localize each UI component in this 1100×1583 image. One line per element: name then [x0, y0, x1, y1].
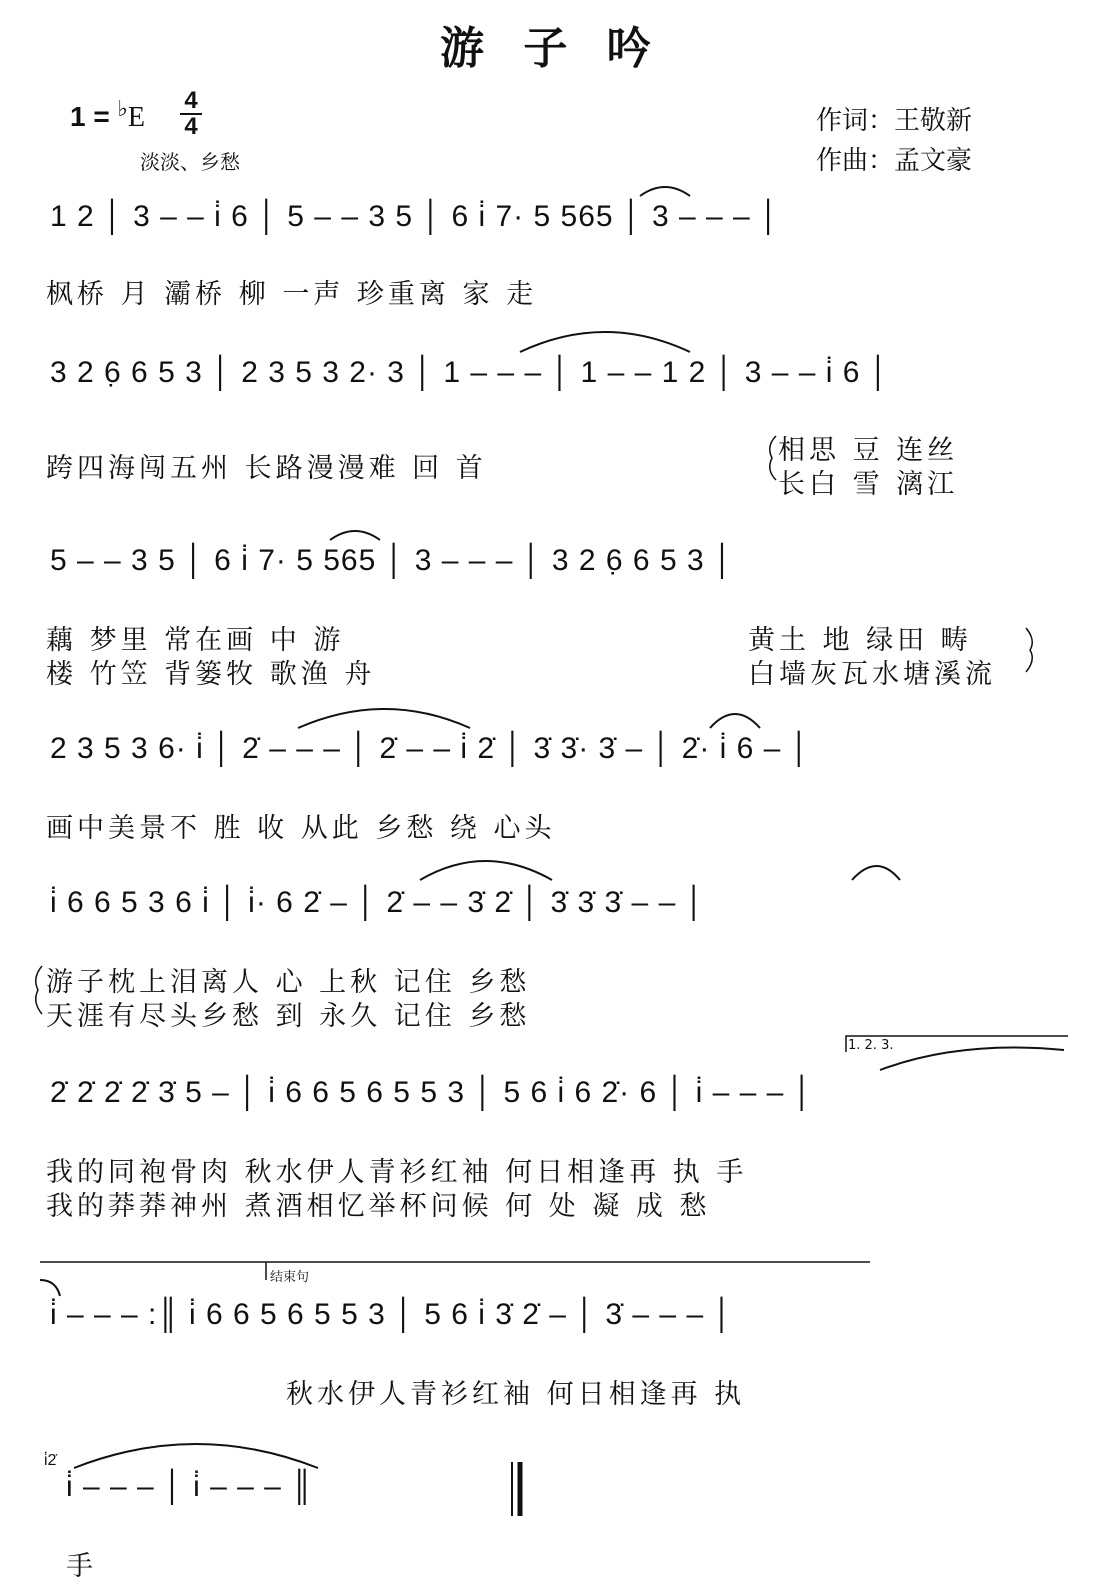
- lyric-row-5a: 游子枕上泪离人 心 上秋 记住 乡愁: [46, 967, 531, 998]
- slur: [420, 861, 552, 880]
- lyric-row-3b: 楼 竹笠 背篓牧 歌渔 舟: [46, 659, 376, 690]
- ending-label-final: 结束句: [270, 1270, 310, 1285]
- lyric-row-5b: 天涯有尽头乡愁 到 永久 记住 乡愁: [46, 1001, 531, 1032]
- grace-notes: i̇2̇: [44, 1452, 57, 1469]
- key-prefix: 1 =: [70, 101, 110, 132]
- slur: [880, 1048, 1064, 1071]
- lyricist-credit: 作词：王敬新: [816, 106, 973, 136]
- slur: [330, 531, 380, 540]
- key-letter: E: [127, 102, 145, 133]
- notation-row-1: 1 2 │ 3 – – i̇ 6 │ 5 – – 3 5 │ 6 i̇ 7· 5 565 │ 3 – – – │: [50, 200, 780, 233]
- slur: [298, 709, 470, 728]
- slur: [640, 187, 690, 196]
- brace: [36, 966, 42, 1014]
- composer-credit: 作曲：孟文豪: [816, 146, 973, 176]
- side-lyric-row-3b: 白墙灰瓦水塘溪流: [748, 659, 996, 690]
- notation-row-7: i̇ – – – :║ i̇ 6 6 5 6 5 5 3 │ 5 6 i̇ 3̇ 2̇ – │ 3̇ – – – │: [50, 1298, 734, 1331]
- lyric-row-3a: 藕 梦里 常在画 中 游: [46, 625, 345, 656]
- lyric-row-7: 秋水伊人青衫红袖 何日相逢再 执: [286, 1379, 746, 1410]
- slur: [74, 1444, 318, 1468]
- notation-row-2: 3 2 6̣ 6 5 3 │ 2 3 5 3 2· 3 │ 1 – – – │ 1 – – 1 2 │ 3 – – i̇ 6 │: [50, 356, 890, 389]
- flat-symbol: ♭: [117, 96, 128, 121]
- slur: [40, 1280, 60, 1296]
- lyric-row-6b: 我的莽莽神州 煮酒相忆举杯问候 何 处 凝 成 愁: [46, 1191, 711, 1222]
- lyric-row-2: 跨四海闯五州 长路漫漫难 回 首: [46, 453, 487, 484]
- lyric-row-8: 手: [66, 1551, 97, 1582]
- slur: [710, 714, 760, 728]
- side-lyric-row-3a: 黄土 地 绿田 畴: [748, 625, 972, 656]
- slur: [852, 866, 900, 880]
- side-lyric-row-2b: 长白 雪 漓江: [778, 469, 959, 500]
- song-title: 游 子 吟: [440, 23, 663, 74]
- notation-row-4: 2 3 5 3 6· i̇ │ 2̇ – – – │ 2̇ – – i̇ 2̇ │ 3̇ 3̇· 3̇ – │ 2̇· i̇ 6 – │: [50, 732, 811, 765]
- lyric-row-6a: 我的同袍骨肉 秋水伊人青衫红袖 何日相逢再 执 手: [46, 1157, 748, 1188]
- brace: [770, 436, 776, 480]
- time-signature-bottom: 4: [184, 113, 198, 140]
- brace: [1026, 628, 1032, 672]
- side-lyric-row-2a: 相思 豆 连丝: [778, 435, 959, 466]
- volta-bracket: [846, 1036, 1068, 1052]
- time-signature-top: 4: [184, 87, 198, 114]
- lyric-row-4: 画中美景不 胜 收 从此 乡愁 绕 心头: [46, 813, 556, 844]
- notation-row-5: i̇ 6 6 5 3 6 i̇ │ i̇· 6 2̇ – │ 2̇ – – 3̇ 2̇ │ 3̇ 3̇ 3̇ – – │: [50, 886, 706, 919]
- lyric-row-1: 枫桥 月 灞桥 柳 一声 珍重离 家 走: [46, 279, 538, 310]
- notation-row-8: i̇ – – – │ i̇ – – – ║: [66, 1470, 314, 1503]
- tempo-marking: 淡淡、乡愁: [140, 150, 240, 174]
- ending-label-1: 1. 2. 3.: [848, 1038, 894, 1053]
- notation-row-6: 2̇ 2̇ 2̇ 2̇ 3̇ 5 – │ i̇ 6 6 5 6 5 5 3 │ 5 6 i̇ 6 2̇· 6 │ i̇ – – – │: [50, 1076, 814, 1109]
- slur: [520, 332, 690, 352]
- notation-row-3: 5 – – 3 5 │ 6 i̇ 7· 5 565 │ 3 – – – │ 3 2 6̣ 6 5 3 │: [50, 544, 734, 577]
